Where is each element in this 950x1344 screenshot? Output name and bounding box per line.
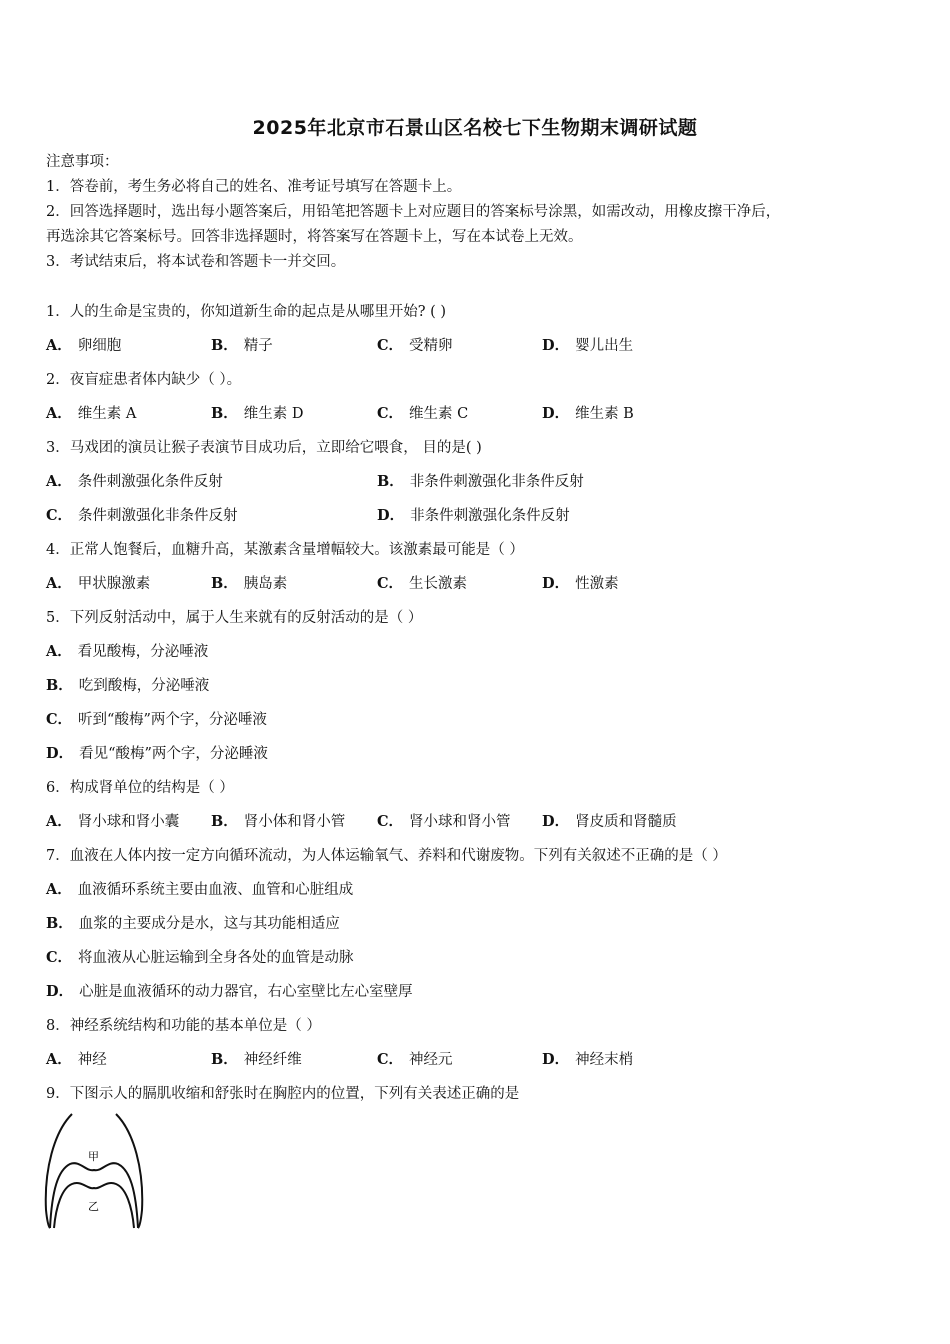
option-b: B． 非条件刺激强化非条件反射 (377, 473, 584, 490)
option-c: C． 受精卵 (377, 337, 453, 354)
question-stem: 5．下列反射活动中，属于人生来就有的反射活动的是（ ） (46, 610, 423, 626)
question-stem: 7．血液在人体内按一定方向循环流动，为人体运输氧气、养料和代谢废物。下列有关叙述不正确的是（ ） (46, 848, 727, 864)
option-b: B． 神经纤维 (211, 1051, 302, 1068)
option-a: A． 看见酸梅，分泌唾液 (46, 643, 209, 660)
notice-item: 3．考试结束后，将本试卷和答题卡一并交回。 (46, 254, 346, 270)
ribcage-right-line (116, 1114, 142, 1228)
question-stem: 2．夜盲症患者体内缺少（ ）。 (46, 372, 242, 388)
question-stem: 3．马戏团的演员让猴子表演节目成功后，立即给它喂食， 目的是( ) (46, 440, 482, 456)
notice-heading: 注意事项： (46, 154, 119, 170)
option-d: D． 性激素 (542, 575, 619, 592)
option-c: C． 维生素 C (377, 405, 469, 422)
question-stem: 9．下图示人的膈肌收缩和舒张时在胸腔内的位置，下列有关表述正确的是 (46, 1086, 520, 1102)
notice-item: 1．答卷前，考生务必将自己的姓名、准考证号填写在答题卡上。 (46, 179, 462, 195)
option-c: C． 神经元 (377, 1051, 453, 1068)
ribcage-left-line (46, 1114, 72, 1228)
option-a: A． 甲状腺激素 (46, 575, 151, 592)
option-a: A． 血液循环系统主要由血液、血管和心脏组成 (46, 881, 354, 898)
option-c: C． 将血液从心脏运输到全身各处的血管是动脉 (46, 949, 354, 966)
option-d: D． 心脏是血液循环的动力器官，右心室壁比左心室壁厚 (46, 983, 413, 1000)
question-stem: 6．构成肾单位的结构是（ ） (46, 780, 234, 796)
option-d: D． 维生素 B (542, 405, 634, 422)
page-title: 2025年北京市石景山区名校七下生物期末调研试题 (252, 117, 698, 139)
question-stem: 1．人的生命是宝贵的，你知道新生命的起点是从哪里开始? ( ) (46, 304, 447, 320)
option-a: A． 条件刺激强化条件反射 (46, 473, 223, 490)
question-stem: 4．正常人饱餐后，血糖升高，某激素含量增幅较大。该激素最可能是（ ） (46, 542, 524, 558)
option-a: A． 肾小球和肾小囊 (46, 813, 180, 830)
option-d: D． 神经末梢 (542, 1051, 634, 1068)
diaphragm-figure (42, 1110, 146, 1232)
option-b: B． 维生素 D (211, 405, 304, 422)
option-c: C． 条件刺激强化非条件反射 (46, 507, 238, 524)
notice-item: 2．回答选择题时，选出每小题答案后，用铅笔把答题卡上对应题目的答案标号涂黑，如需改动，用橡皮擦干净后， (46, 204, 781, 220)
option-d: D． 非条件刺激强化条件反射 (377, 507, 570, 524)
option-a: A． 维生素 A (46, 405, 137, 422)
option-b: B． 吃到酸梅，分泌唾液 (46, 677, 210, 694)
label-jia: 甲 (88, 1150, 99, 1163)
option-c: C． 生长激素 (377, 575, 468, 592)
option-c: C． 听到“酸梅”两个字，分泌唾液 (46, 711, 267, 728)
option-a: A． 神经 (46, 1051, 107, 1068)
label-yi: 乙 (88, 1200, 99, 1213)
question-stem: 8．神经系统结构和功能的基本单位是（ ） (46, 1018, 321, 1034)
option-d: D． 婴儿出生 (542, 337, 634, 354)
option-b: B． 胰岛素 (211, 575, 288, 592)
option-b: B． 肾小体和肾小管 (211, 813, 346, 830)
notice-item: 再选涂其它答案标号。回答非选择题时，将答案写在答题卡上，写在本试卷上无效。 (46, 229, 583, 245)
option-b: B． 血浆的主要成分是水，这与其功能相适应 (46, 915, 340, 932)
option-d: D． 看见“酸梅”两个字，分泌睡液 (46, 745, 268, 762)
option-b: B． 精子 (211, 337, 273, 354)
option-a: A． 卵细胞 (46, 337, 122, 354)
option-d: D． 肾皮质和肾髓质 (542, 813, 677, 830)
diaphragm-relaxed-line (50, 1163, 138, 1228)
option-c: C． 肾小球和肾小管 (377, 813, 511, 830)
